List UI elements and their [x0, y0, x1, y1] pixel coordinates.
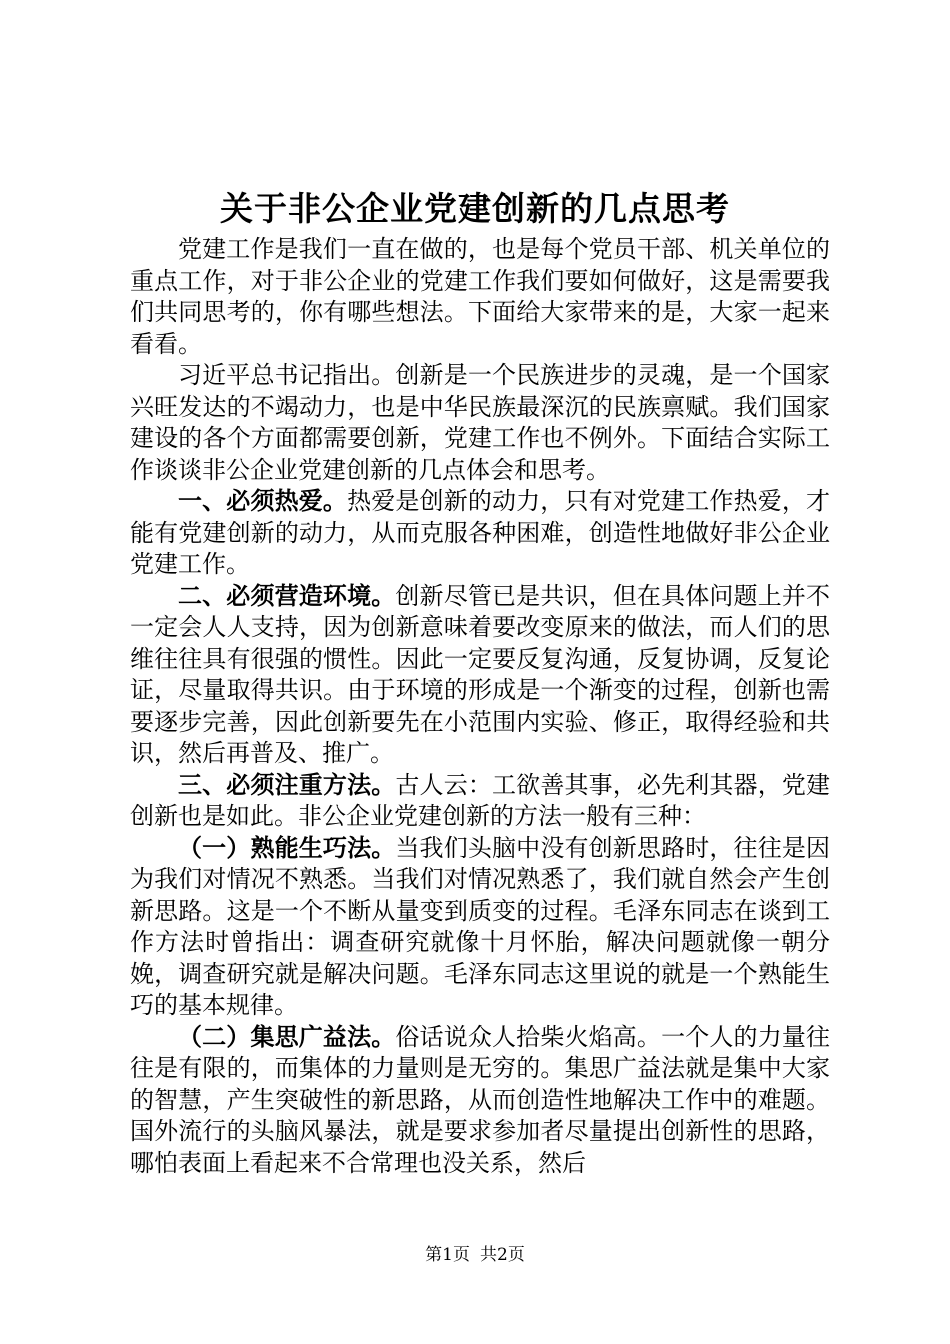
paragraph-quote [130, 360, 830, 486]
paragraph-text: 习近平总书记指出。创新是一个民族进步的灵魂，是一个国家兴旺发达的不竭动力，也是中华民族最深沉的民族禀赋。我们国家建设的各个方面都需要创新，党建工作也不例外。下面结合实际工作谈谈非公企业党建创新的几点体会和思考。 [130, 361, 830, 484]
paragraph-text: 俗话说众人拾柴火焰高。一个人的力量往往是有限的，而集体的力量则是无穷的。集思广益法就是集中大家的智慧，产生突破性的新思路，从而创造性地解决工作中的难题。国外流行的头脑风暴法，就是要求参加者尽量提出创新性的思路，哪怕表面上看起来不合常理也没关系，然后 [130, 1022, 831, 1177]
paragraph-heading: 三、必须注重方法。 [178, 770, 396, 799]
page-total: 共2页 [480, 1245, 525, 1265]
paragraph-text: 党建工作是我们一直在做的，也是每个党员干部、机关单位的重点工作，对于非公企业的党建工作我们要如何做好，这是需要我们共同思考的，你有哪些想法。下面给大家带来的是，大家一起来看看。 [130, 235, 830, 358]
document-body [130, 234, 830, 1179]
paragraph-point-1 [130, 486, 830, 581]
paragraph-intro [130, 234, 830, 360]
paragraph-method-2 [130, 1022, 830, 1180]
page-footer [0, 1244, 950, 1266]
paragraph-text: 创新尽管已是共识，但在具体问题上并不一定会人人支持，因为创新意味着要改变原来的做法，而人们的思维往往具有很强的惯性。因此一定要反复沟通，反复协调，反复论证，尽量取得共识。由于环境的形成是一个渐变的过程，创新也需要逐步完善，因此创新要先在小范围内实验、修正，取得经验和共识，然后再普及、推广。 [130, 581, 831, 767]
paragraph-text: 当我们头脑中没有创新思路时，往往是因为我们对情况不熟悉。当我们对情况熟悉了，我们就自然会产生创新思路。这是一个不断从量变到质变的过程。毛泽东同志在谈到工作方法时曾指出：调查研究就像十月怀胎，解决问题就像一朝分娩，调查研究就是解决问题。毛泽东同志这里说的就是一个熟能生巧的基本规律。 [130, 833, 831, 1019]
paragraph-heading: 二、必须营造环境。 [178, 581, 396, 610]
paragraph-point-3 [130, 770, 830, 833]
paragraph-heading: （一）熟能生巧法。 [178, 833, 396, 862]
document-title: 关于非公企业党建创新的几点思考 [220, 189, 730, 228]
paragraph-text: 古人云：工欲善其事，必先利其器，党建创新也是如此。非公企业党建创新的方法一般有三种： [130, 770, 831, 830]
paragraph-method-1 [130, 833, 830, 1022]
paragraph-heading: 一、必须热爱。 [178, 487, 348, 515]
paragraph-heading: （二）集思广益法。 [178, 1022, 396, 1051]
paragraph-text: 热爱是创新的动力，只有对党建工作热爱，才能有党建创新的动力，从而克服各种困难，创造性地做好非公企业党建工作。 [130, 487, 830, 578]
paragraph-point-2 [130, 581, 830, 770]
page-number: 第1页 [425, 1245, 470, 1265]
